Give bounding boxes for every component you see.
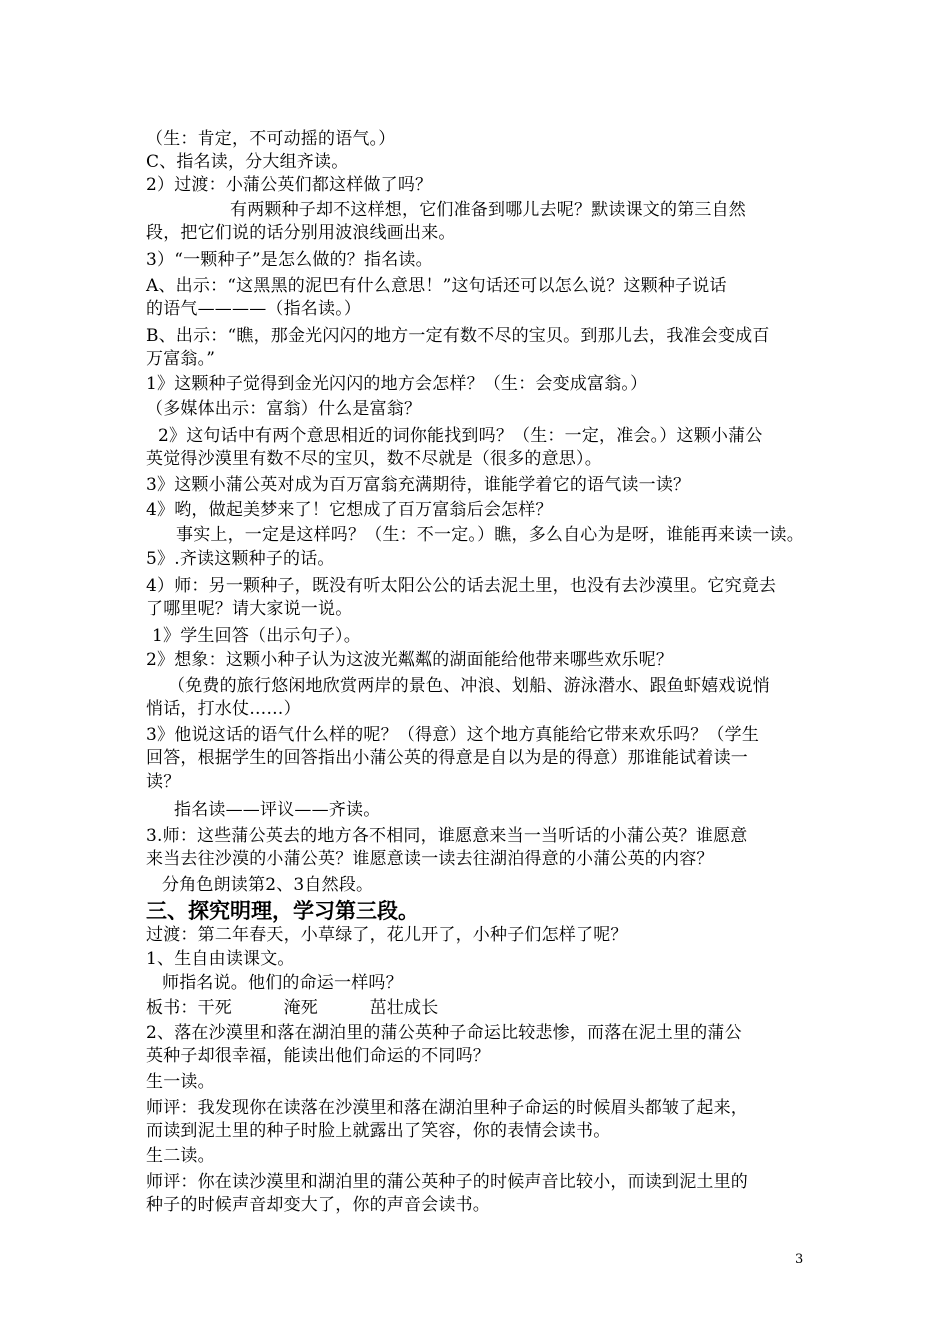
text-line: A、出示：“这黑黑的泥巴有什么意思！”这句话还可以怎么说？这颗种子说话 [146, 276, 727, 296]
text-line: 4）师：另一颗种子，既没有听太阳公公的话去泥土里，也没有去沙漠里。它究竟去 [146, 576, 777, 596]
text-line: B、出示：“瞧，那金光闪闪的地方一定有数不尽的宝贝。到那儿去，我准会变成百 [146, 326, 770, 346]
page-number: 3 [795, 1252, 804, 1267]
text-line: 事实上，一定是这样吗？（生：不一定。）瞧，多么自心为是呀，谁能再来读一读。 [176, 525, 804, 545]
text-line: （免费的旅行悠闲地欣赏两岸的景色、冲浪、划船、游泳潜水、跟鱼虾嬉戏说悄 [168, 676, 770, 696]
text-line: 而读到泥土里的种子时脸上就露出了笑容，你的表情会读书。 [146, 1121, 611, 1141]
text-line: 2、落在沙漠里和落在湖泊里的蒲公英种子命运比较悲惨，而落在泥土里的蒲公 [146, 1023, 742, 1043]
text-line: 1、生自由读课文。 [146, 949, 295, 969]
text-line: 了哪里呢？请大家说一说。 [146, 599, 353, 619]
text-line: 来当去往沙漠的小蒲公英？谁愿意读一读去往湖泊得意的小蒲公英的内容？ [146, 849, 714, 869]
text-line: 2》想象：这颗小种子认为这波光粼粼的湖面能给他带来哪些欢乐呢？ [146, 650, 674, 670]
text-line: 分角色朗读第2、3自然段。 [162, 875, 374, 895]
text-line: 有两颗种子却不这样想，它们准备到哪儿去呢？默读课文的第三自然 [230, 200, 746, 220]
text-line: 3.师：这些蒲公英去的地方各不相同，谁愿意来当一当听话的小蒲公英？谁愿意 [146, 826, 748, 846]
text-line: 过渡：第二年春天，小草绿了，花儿开了，小种子们怎样了呢？ [146, 925, 628, 945]
text-line: 的语气————（指名读。） [146, 299, 362, 319]
text-line: 悄话，打水仗……） [146, 699, 301, 719]
text-line: 2）过渡：小蒲公英们都这样做了吗？ [146, 175, 433, 195]
text-line: 段，把它们说的话分别用波浪线画出来。 [146, 223, 456, 243]
text-line: （多媒体出示：富翁）什么是富翁？ [146, 399, 422, 419]
text-line: 1》学生回答（出示句子）。 [152, 626, 361, 646]
text-line: 英觉得沙漠里有数不尽的宝贝，数不尽就是（很多的意思）。 [146, 449, 602, 469]
text-line: 1》这颗种子觉得到金光闪闪的地方会怎样？（生：会变成富翁。） [146, 374, 648, 394]
section-heading: 三、探究明理，学习第三段。 [146, 899, 419, 923]
text-line: 师评：你在读沙漠里和湖泊里的蒲公英种子的时候声音比较小，而读到泥土里的 [146, 1172, 748, 1192]
text-line: 师评：我发现你在读落在沙漠里和落在湖泊里种子命运的时候眉头都皱了起来， [146, 1098, 748, 1118]
text-line: 3）“一颗种子”是怎么做的？指名读。 [146, 250, 433, 270]
text-line: （生：肯定，不可动摇的语气。） [146, 129, 396, 149]
text-line: 3》他说这话的语气什么样的呢？（得意）这个地方真能给它带来欢乐吗？（学生 [146, 725, 760, 745]
text-line: 生二读。 [146, 1146, 215, 1166]
text-line: 3》这颗小蒲公英对成为百万富翁充满期待，谁能学着它的语气读一读？ [146, 475, 691, 495]
text-line: 回答，根据学生的回答指出小蒲公英的得意是自以为是的得意）那谁能试着读一 [146, 748, 748, 768]
text-line: 4》哟，做起美梦来了！它想成了百万富翁后会怎样？ [146, 500, 553, 520]
text-line: 英种子却很幸福，能读出他们命运的不同吗？ [146, 1046, 490, 1066]
text-line: 生一读。 [146, 1072, 215, 1092]
text-line: 指名读——评议——齐读。 [174, 800, 381, 820]
text-line: 读？ [146, 772, 181, 792]
text-line: 2》这句话中有两个意思相近的词你能找到吗？（生：一定，准会。）这颗小蒲公 [158, 426, 763, 446]
text-line: 种子的时候声音却变大了，你的声音会读书。 [146, 1195, 490, 1215]
text-line: 5》.齐读这颗种子的话。 [146, 549, 335, 569]
text-line: C、指名读，分大组齐读。 [146, 152, 349, 172]
text-line: 师指名说。他们的命运一样吗？ [162, 973, 403, 993]
text-line: 板书：干死 淹死 茁壮成长 [146, 998, 439, 1018]
text-line: 万富翁。” [146, 349, 216, 369]
